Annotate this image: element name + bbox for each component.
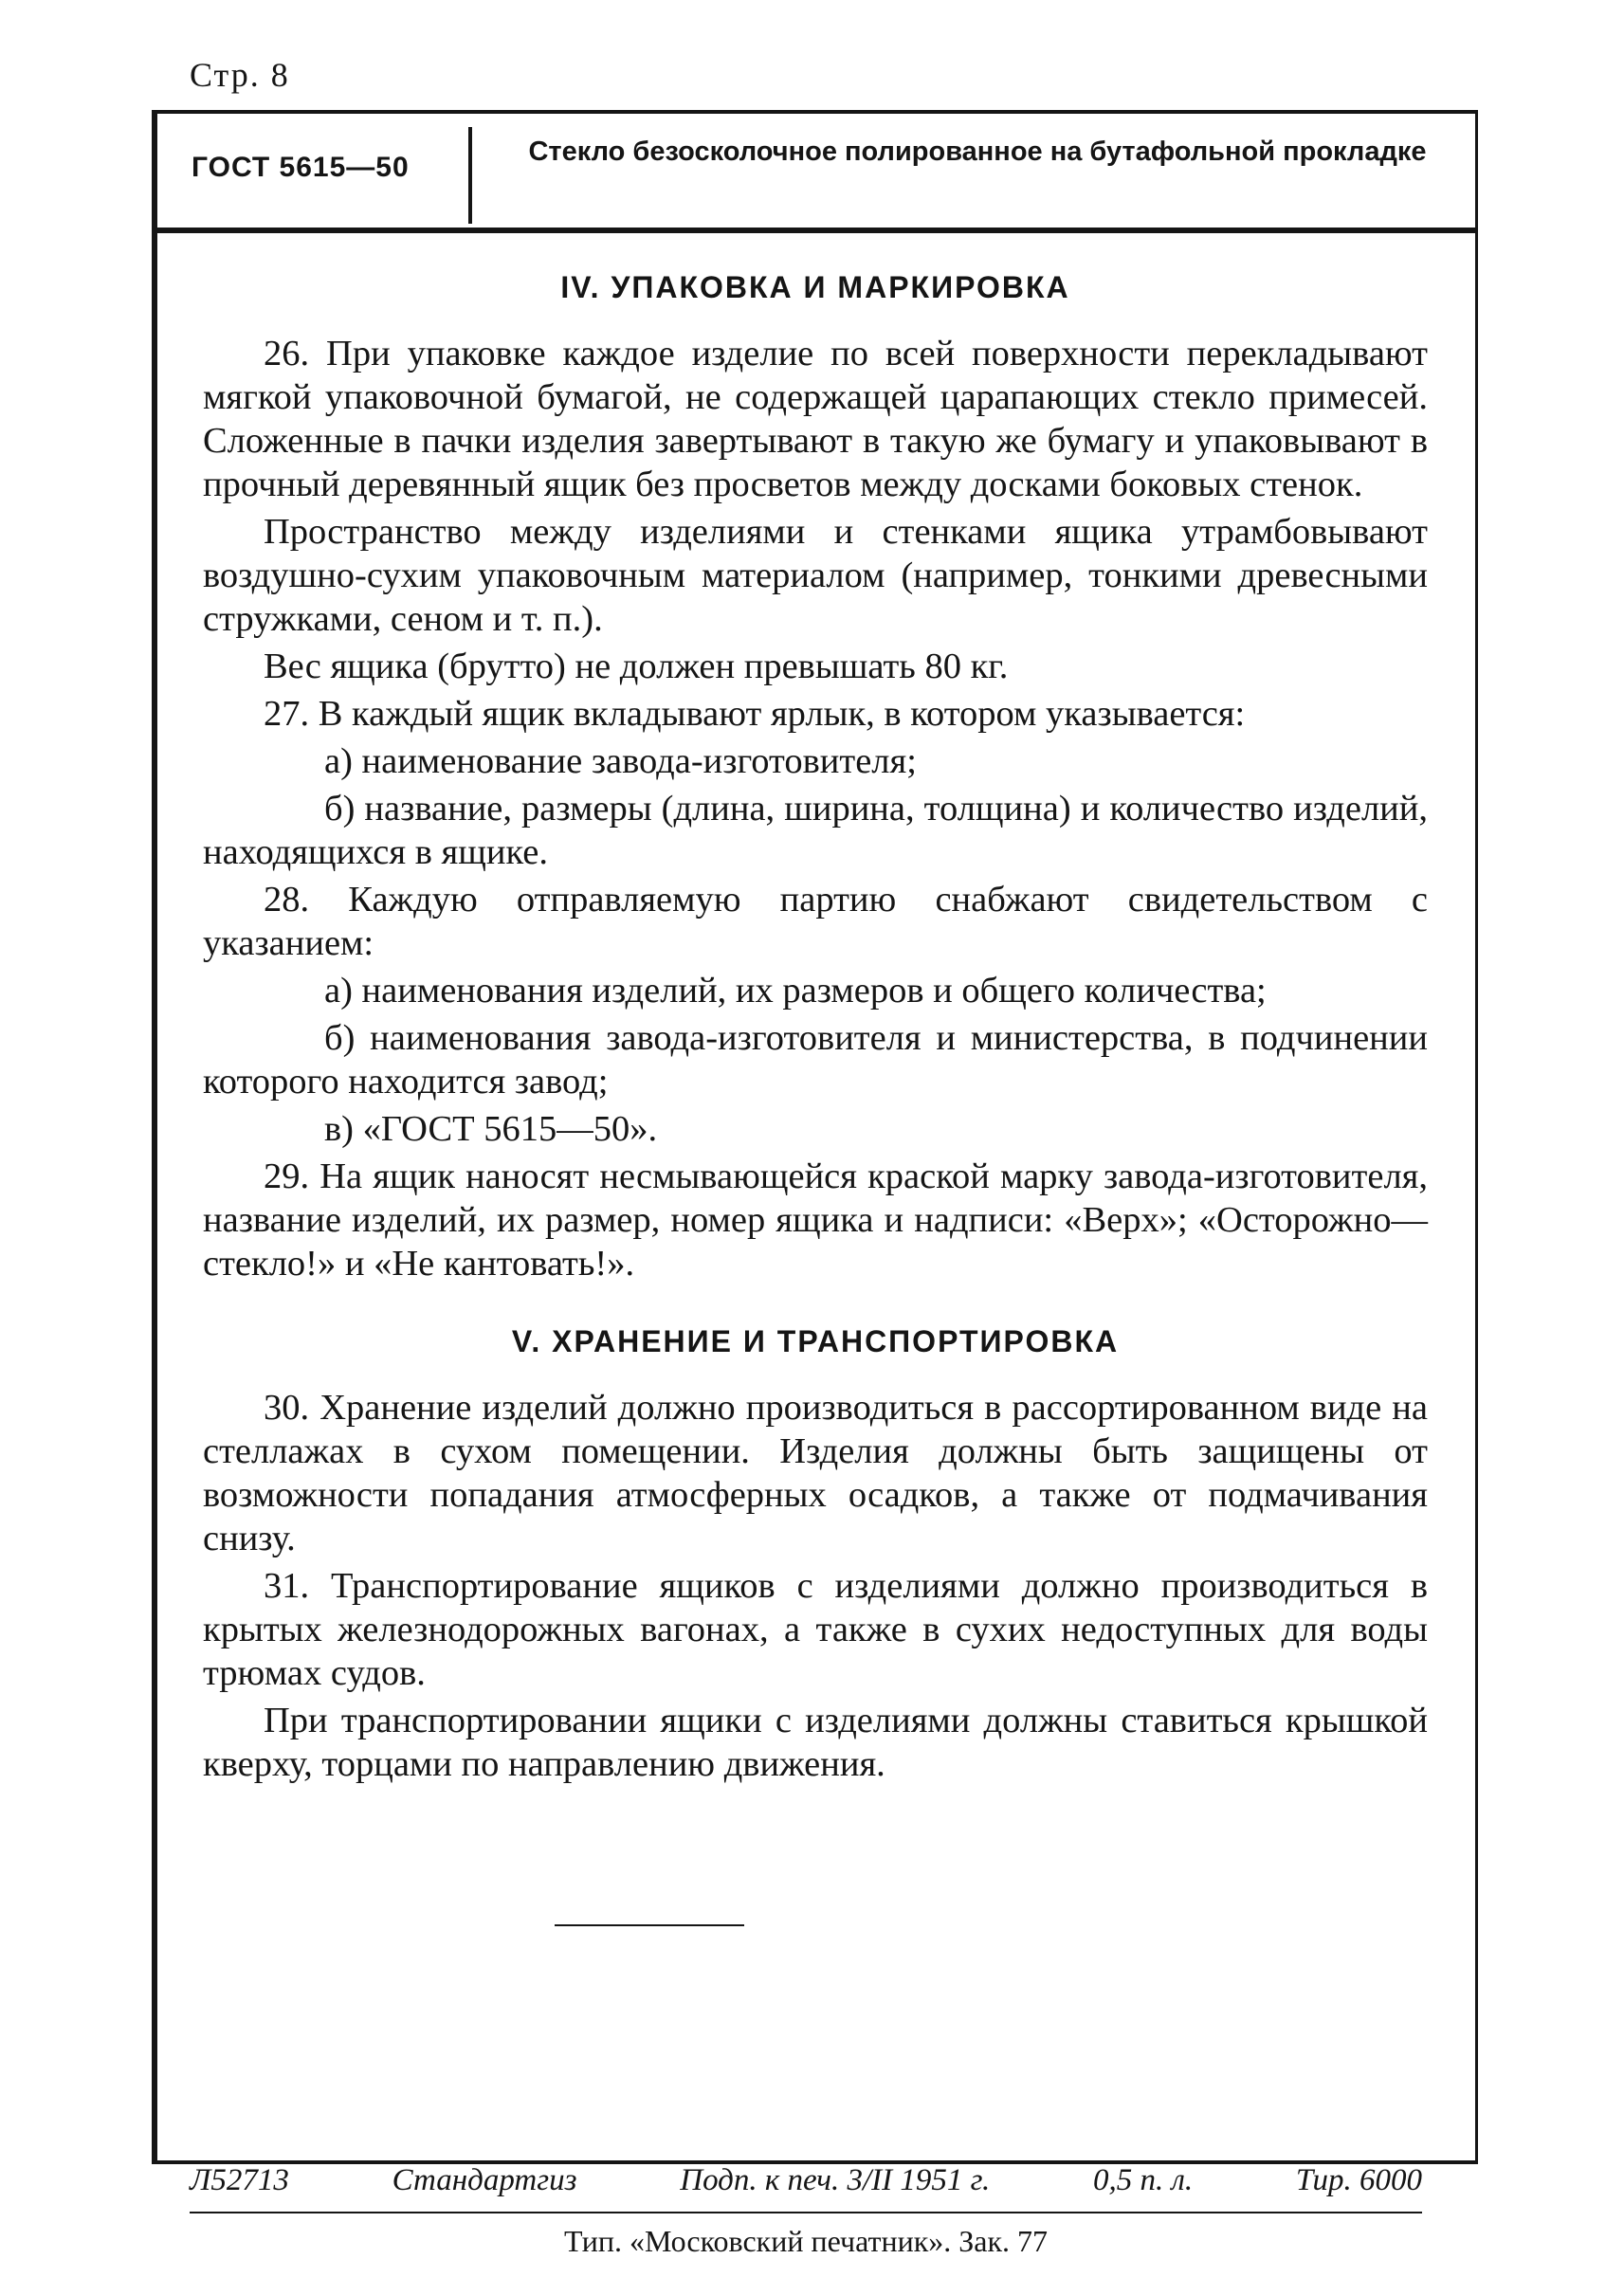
section-title-storage: V. ХРАНЕНИЕ И ТРАНСПОРТИРОВКА: [511, 1324, 1120, 1358]
standard-title: Стекло безосколочное полированное на бутафольной прокладке: [528, 137, 1427, 167]
header-divider: [468, 127, 472, 224]
paragraph: Вес ящика (брутто) не должен превышать 80 кг.: [264, 647, 1009, 686]
publisher: Стандартгиз: [392, 2163, 577, 2197]
paragraph-31: 31. Транспортирование ящиков с изделиями должно производиться в крытых железнодорожных вагонах, а также в сухих недоступных для воды трюмах судов.: [203, 1566, 1428, 1693]
document-body: [203, 265, 1428, 1790]
list-item: б) наименования завода-изготовителя и министерства, в подчинении которого находится завод;: [203, 1018, 1428, 1102]
list-item: а) наименования изделий, их размеров и общего количества;: [324, 971, 1267, 1011]
paragraph-26: 26. При упаковке каждое изделие по всей поверхности перекладывают мягкой упаковочной бумагой, не содержащей царапающих стекло примесей. Сложенные в пачки изделия завертывают в такую же бумагу и упаковывают в прочный деревянный ящик без просветов между досками боковых стенок.: [203, 334, 1428, 504]
end-rule: [555, 1924, 744, 1926]
signed-date: Подп. к печ. 3/II 1951 г.: [680, 2163, 991, 2197]
page-number: Стр. 8: [190, 56, 290, 94]
paragraph: Пространство между изделиями и стенками ящика утрамбовывают воздушно-сухим упаковочным материалом (например, тонкими древесными стружками, сеном и т. п.).: [203, 512, 1428, 639]
document-header: [157, 114, 1475, 233]
order-code: Л52713: [190, 2163, 289, 2197]
standard-code: ГОСТ 5615—50: [192, 152, 410, 183]
paragraph-28: 28. Каждую отправляемую партию снабжают свидетельством с указанием:: [203, 880, 1428, 963]
printer-line: Тип. «Московский печатник». Зак. 77: [563, 2224, 1049, 2258]
list-item: а) наименование завода-изготовителя;: [324, 741, 917, 781]
list-item: в) «ГОСТ 5615—50».: [324, 1109, 658, 1149]
paragraph: При транспортировании ящики с изделиями должны ставиться крышкой кверху, торцами по направлению движения.: [203, 1701, 1428, 1784]
document-frame: [152, 110, 1478, 2164]
volume: 0,5 п. л.: [1093, 2163, 1194, 2197]
paragraph-29: 29. На ящик наносят несмывающейся краской марку завода-изготовителя, название изделий, их размер, номер ящика и надписи: «Верх»; «Осторожно—стекло!» и «Не кантовать!».: [203, 1157, 1428, 1284]
paragraph-27: 27. В каждый ящик вкладывают ярлык, в котором указывается:: [264, 694, 1246, 734]
imprint-rule: [190, 2212, 1422, 2213]
circulation: Тир. 6000: [1295, 2163, 1422, 2197]
imprint-line: [190, 2163, 1422, 2198]
paragraph-30: 30. Хранение изделий должно производиться в рассортированном виде на стеллажах в сухом помещении. Изделия должны быть защищены от возможности попадания атмосферных осадков, а также от подмачивания снизу.: [203, 1388, 1428, 1558]
list-item: б) название, размеры (длина, ширина, толщина) и количество изделий, находящихся в ящике.: [203, 789, 1428, 872]
section-title-packing: IV. УПАКОВКА И МАРКИРОВКА: [560, 270, 1070, 304]
